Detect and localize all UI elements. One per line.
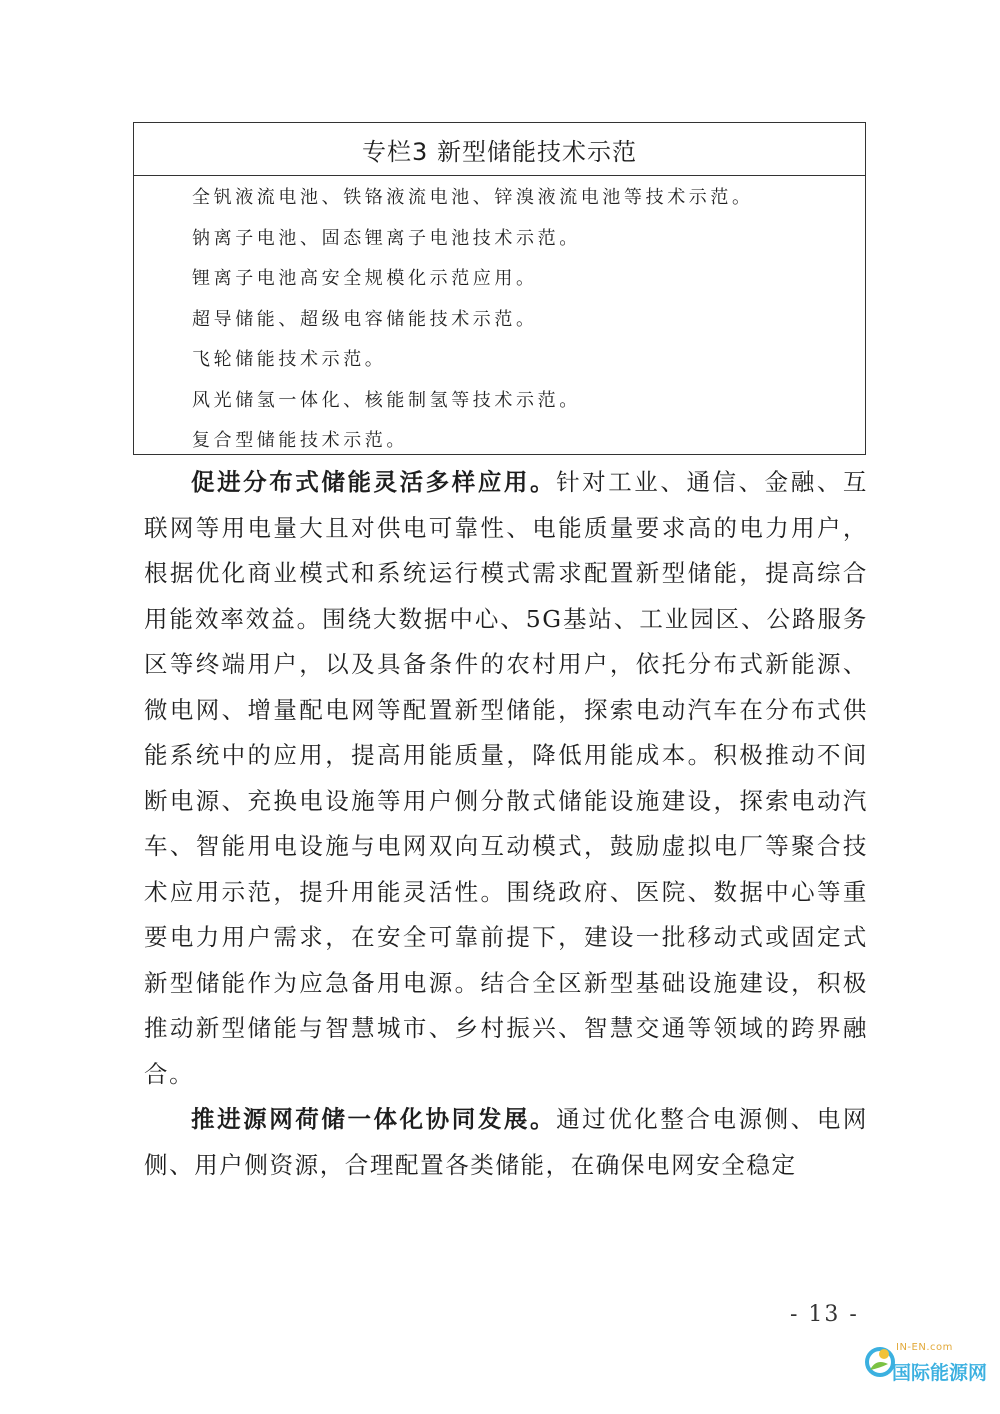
column-item: 复合型储能技术示范。 <box>192 430 408 451</box>
watermark-domain: IN-EN.com <box>896 1342 953 1353</box>
page-number: - 13 - <box>790 1302 859 1327</box>
paragraph <box>144 460 868 1097</box>
column-item-list <box>134 176 865 462</box>
watermark <box>862 1340 992 1400</box>
logo-sun <box>879 1349 889 1359</box>
column-item: 钠离子电池、固态锂离子电池技术示范。 <box>192 227 581 249</box>
column-item: 风光储氢一体化、核能制氢等技术示范。 <box>192 389 581 411</box>
column-title: 专栏3 新型储能技术示范 <box>134 123 865 176</box>
body-text <box>144 460 868 1188</box>
logo-leaf <box>870 1362 888 1370</box>
column-item: 飞轮储能技术示范。 <box>192 349 387 370</box>
column-item: 超导储能、超级电容储能技术示范。 <box>192 308 538 330</box>
paragraph-lead: 推进源网荷储一体化协同发展。 <box>191 1105 557 1133</box>
watermark-name: 国际能源网 <box>892 1362 988 1384</box>
paragraph-text: 通过优化整合电源侧、电网侧、用户侧资源，合理配置各类储能，在确保电网安全稳定 <box>144 1105 868 1179</box>
column-item: 锂离子电池高安全规模化示范应用。 <box>192 268 538 289</box>
paragraph-text: 针对工业、通信、金融、互联网等用电量大且对供电可靠性、电能质量要求高的电力用户，根据优化商业模式和系统运行模式需求配置新型储能，提高综合用能效率效益。围绕大数据中心、5G基站、工业园区、公路服务区等终端用户，以及具备条件的农村用户，依托分布式新能源、微电网、增量配电网等配置新型储能，探索电动汽车在分布式供能系统中的应用，提高用能质量，降低用能成本。积极推动不间断电源、充换电设施等用户侧分散式储能设施建设，探索电动汽车、智能用电设施与电网双向互动模式，鼓励虚拟电厂等聚合技术应用示范，提升用能灵活性。围绕政府、医院、数据中心等重要电力用户需求，在安全可靠前提下，建设一批移动式或固定式新型储能作为应急备用电源。结合全区新型基础设施建设，积极推动新型储能与智慧城市、乡村振兴、智慧交通等领域的跨界融合。 <box>144 468 868 1088</box>
column-box <box>133 122 866 455</box>
paragraph-lead: 促进分布式储能灵活多样应用。 <box>191 468 557 496</box>
paragraph <box>144 1097 868 1188</box>
column-item: 全钒液流电池、铁铬液流电池、锌溴液流电池等技术示范。 <box>192 187 754 208</box>
